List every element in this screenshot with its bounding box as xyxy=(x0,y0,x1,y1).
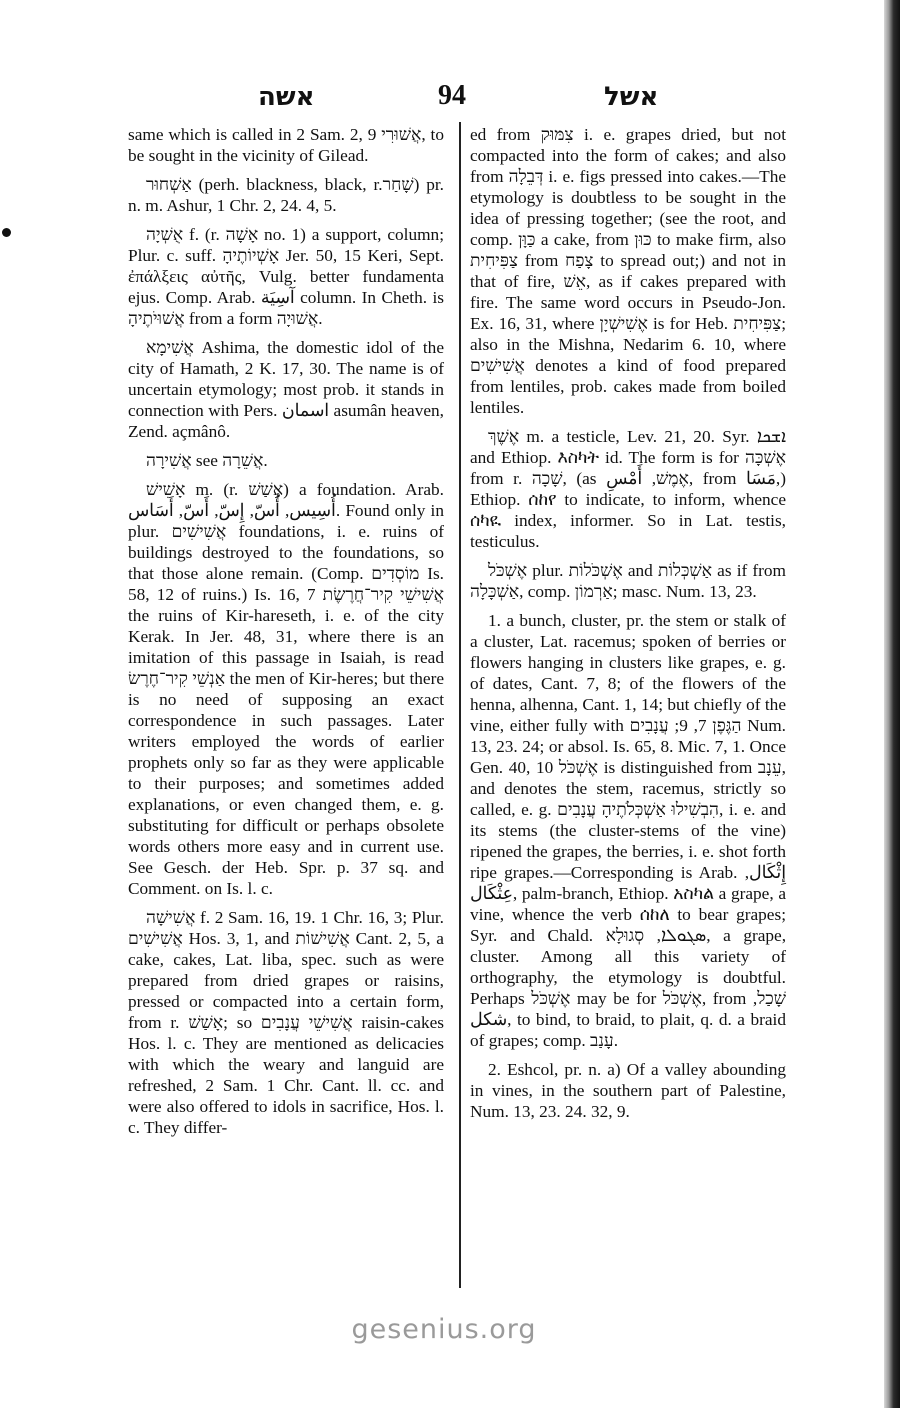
entry-eshech: אֶשֶׁךְ m. a testicle, Lev. 21, 20. Syr. ܐܫܟܐ and Ethiop. እስካት id. The form is for אֶשְׁכָּה from r. שָׁכָה, (as אֶמֶשׁ, أَمْسِ, from مَسَا,) Ethiop. ሰከየ to indicate, to inform, whence ሰካዪ index, informer. So in Lat. testis, testiculus. xyxy=(470,427,786,551)
running-head-left-word: אשה xyxy=(258,82,315,112)
entry-eshcol-sense-1: 1. a bunch, cluster, pr. the stem or stalk of a cluster, Lat. racemus; spoken of berries or flowers hanging in clusters like grapes, e. g. of dates, Cant. 7, 8; of the flowers of the henna, alhenna, Cant. 1, 14; but chiefly of the vine, either fully with הַגֶּפֶן 7, 9; עֲנָבִים Num. 13, 23. 24; or absol. Is. 65, 8. Mic. 7, 1. Once Gen. 40, 10 אֶשְׁכֹּל is distinguished from עֵנָב, and denotes the stem, racemus, strictly so called, e. g. הִבְשִׁילוּ אַשְׁכְּלֹתֶיהָ עֲנָבִים, i. e. and its stems (the cluster-stems of the vine) ripened the grapes, the berries, i. e. shot forth ripe grapes.—Corresponding is Arab. إِثْكَال, عِثْكَال, palm-branch, Ethiop. አስካል a grape, a vine, whence the verb ሰከለ to bear grapes; Syr. and Chald. ܣܓܘܠܐ, סְגוּלָא, a grape, cluster. Among all this variety of orthography, the etymology is doubtful. Perhaps אֶשְׁכֹּל may be for אֶשְׁכֹּל, from שָׁכַל, شكل, to bind, to braid, to plait, q. d. a braid of grapes; comp. עָנַב. xyxy=(470,611,787,1050)
watermark: gesenius.org xyxy=(351,1314,537,1345)
entry-ashishah-continued: ed from צִמּוּק i. e. grapes dried, but not compacted into the form of cakes; and also from דְּבֵלָה i. e. figs pressed into cakes.—The etymology is doubtless to be sought in the idea of pressing together; (see the root, and comp. כַּוָּן a cake, from כּוּן to make firm, also צַפִּיחִית from צָפַח to spread out;) and not in that of fire, אֵשׁ, as if cakes prepared with fire. The same word occurs in Pseudo-Jon. Ex. 16, 31, where אֶשִׁישְׁיָן is for Heb. צַפִּיחִית; also in the Mishna, Nedarim 6. 10, where אֲשִׁישִׁים denotes a kind of food prepared from lentiles, prob. cakes made from boiled lentiles. xyxy=(470,125,787,417)
right-column xyxy=(470,124,786,1122)
column-divider xyxy=(459,122,461,1288)
entry-ashchur: אַשְׁחוּר (perh. blackness, black, r.שָׁחַר) pr. n. m. Ashur, 1 Chr. 2, 24. 4, 5. xyxy=(128,175,445,215)
entry-ushyah: אֻשְׁיָה f. (r. אָשָׁה no. 1) a support, column; Plur. c. suff. אָשְׁיוֹתֶיהָ Jer. 50, 15 Keri, Sept. ἐπάλξεις αὐτῆς, Vulg. better fundamenta ejus. Comp. Arab. آسِيَة column. In Cheth. is אֲשׁוּיֹתֶיהָ from a form אֲשׁוּיָה. xyxy=(128,225,444,328)
running-head xyxy=(130,78,790,118)
left-column xyxy=(128,124,444,1138)
entry-ashishah: אֲשִׁישָׁה f. 2 Sam. 16, 19. 1 Chr. 16, 3; Plur. אֲשִׁישִׁים Hos. 3, 1, and אֲשִׁישׁוֹת Cant. 2, 5, a cake, cakes, Lat. liba, spec. such as were prepared from dried grapes or raisins, pressed or compacted into a certain form, from r. אָשַׁשׁ; so אֲשִׁישֵׁי עֲנָבִים raisin-cakes Hos. l. c. They are mentioned as delicacies with which the weary and languid are refreshed, 2 Sam. 1 Chr. Cant. ll. cc. and were also offered to idols in sacrifice, Hos. l. c. They differ- xyxy=(128,908,444,1137)
entry-continuation: same which is called in 2 Sam. 2, 9 אֲשׁוּרִי, to be sought in the vicinity of Gilead. xyxy=(128,125,444,165)
entry-ashish: אָשִׁישׁ m. (r. אָשַׁשׁ) a foundation. Arab. أُسِيس, أُسّ, إِسّ, أَسّ, أَسَاس. Found only in plur. אֲשִׁישִׁים foundations, i. e. ruins of buildings destroyed to the foundations, so that those alone remain. (Comp. מוֹסְדִים Is. 58, 12 of ruins.) Is. 16, 7 אֲשִׁישֵׁי קִיר־חֲרֶשֶׂת the ruins of Kir-hareseth, i. e. of the city Kerak. In Jer. 48, 31, where there is an imitation of this passage in Isaiah, is read אַנְשֵׁי קִיר־חֶרֶשׂ the men of Kir-heres; but there is no need of supposing an exact correspondence in such passages. Later writers employed the words of earlier prophets only so far as they were applicable to their purposes; and sometimes added explanations, or even changed them, e. g. substituting for difficult or perhaps obsolete words others more easy and in current use. See Gesch. der Heb. Spr. p. 37 sq. and Comment. on Is. l. c. xyxy=(128,480,444,898)
entry-ashirah: אֲשִׁירָה see אֲשֵׁרָה. xyxy=(146,451,268,470)
binding-hole xyxy=(2,228,11,237)
running-head-right-word: אשל xyxy=(604,82,659,112)
page-number: 94 xyxy=(438,80,466,111)
entry-ashima: אֲשִׁימָא Ashima, the domestic idol of the city of Hamath, 2 K. 17, 30. The name is of uncertain etymology; most prob. it stands in connection with Pers. اسمان asumân heaven, Zend. açmânô. xyxy=(128,338,444,441)
entry-eshcol: אֶשְׁכֹּל plur. אֶשְׁכֹּלוֹת and אַשְׁכְּלוֹת as if from אַשְׁכָּלָה, comp. אַרְמוֹן; masc. Num. 13, 23. xyxy=(470,561,786,601)
entry-eshcol-sense-2: 2. Eshcol, pr. n. a) Of a valley abounding in vines, in the southern part of Palestine, Num. 13, 23. 24. 32, 9. xyxy=(470,1060,786,1121)
book-page-edge xyxy=(884,0,900,1408)
